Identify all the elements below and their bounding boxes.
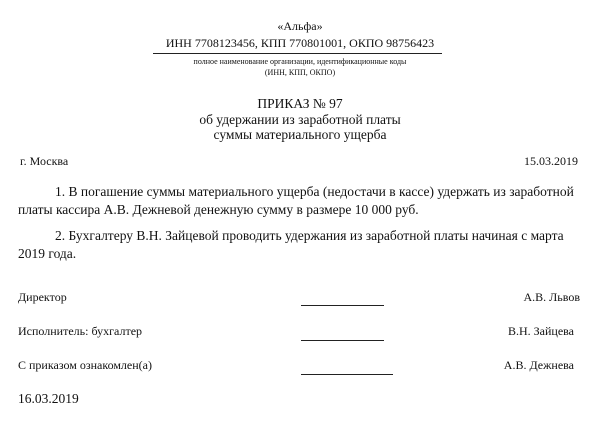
executor-label: Исполнитель: бухгалтер	[18, 324, 143, 338]
order-title: ПРИКАЗ № 97	[257, 96, 343, 111]
order-date: 15.03.2019	[524, 154, 578, 168]
director-label: Директор	[18, 290, 67, 304]
paragraph-2: 2. Бухгалтеру В.Н. Зайцевой проводить удержания из заработной платы начиная с марта 2019 года.	[18, 228, 564, 261]
acknowledgement-date: 16.03.2019	[18, 391, 79, 406]
director-name: А.В. Львов	[523, 290, 580, 304]
organization-name: «Альфа»	[277, 19, 323, 33]
order-subtitle-1: об удержании из заработной платы	[199, 112, 401, 127]
organization-codes: ИНН 7708123456, КПП 770801001, ОКПО 98756423	[165, 36, 435, 50]
order-subtitle-2: суммы материального ущерба	[213, 127, 387, 142]
header-underline	[153, 53, 442, 54]
executor-name: В.Н. Зайцева	[507, 324, 574, 338]
city: г. Москва	[20, 154, 69, 168]
acknowledgement-signature-line	[301, 374, 393, 375]
acknowledgement-name: А.В. Дежнева	[503, 358, 574, 372]
director-signature-line	[301, 305, 384, 306]
executor-signature-line	[301, 340, 384, 341]
acknowledgement-label: С приказом ознакомлен(а)	[18, 358, 152, 372]
header-caption: полное наименование организации, идентификационные коды (ИНН, КПП, ОКПО)	[193, 57, 407, 77]
paragraph-1: 1. В погашение суммы материального ущерба (недостачи в кассе) удержать из заработной платы кассира А.В. Дежневой денежную сумму в размере 10 000 руб.	[18, 184, 574, 217]
